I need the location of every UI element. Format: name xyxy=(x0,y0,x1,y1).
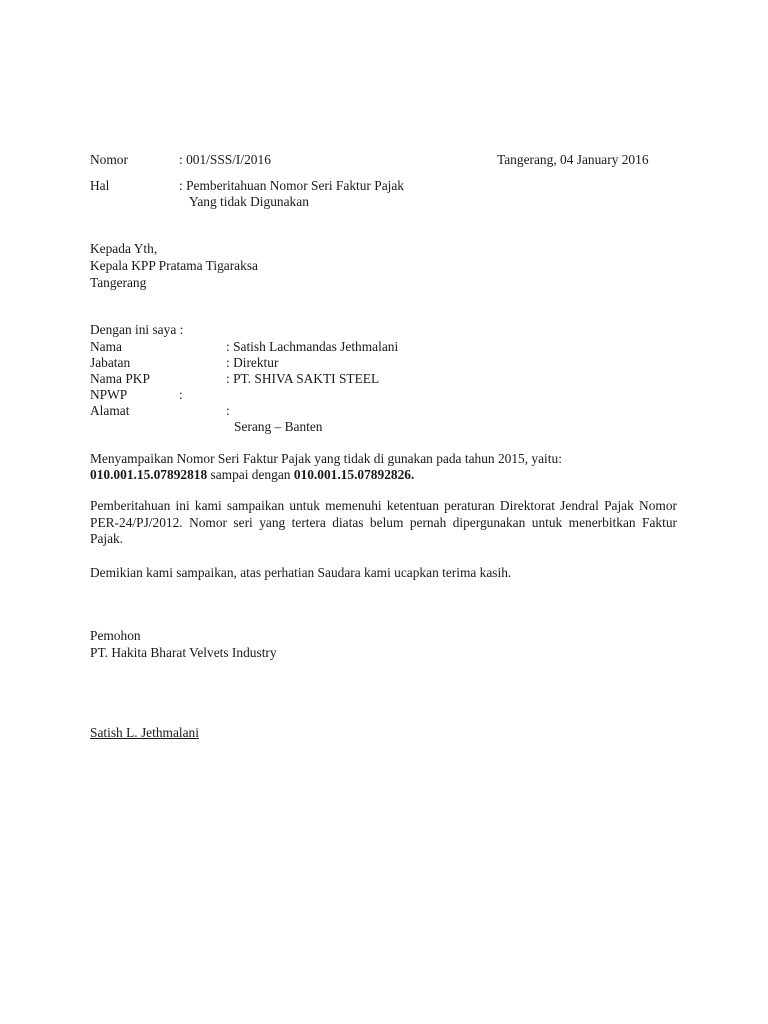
nomor-value: : 001/SSS/I/2016 xyxy=(179,152,271,167)
recipient-line2: Kepala KPP Pratama Tigaraksa xyxy=(90,258,258,273)
nomor-label: Nomor xyxy=(90,152,128,167)
identity-value-alamat: : xyxy=(226,403,230,418)
serial-range xyxy=(90,467,414,483)
body-paragraph-2: Pemberitahuan ini kami sampaikan untuk memenuhi ketentuan peraturan Direktorat Jendral Pajak Nomor PER-24/PJ/2012. Nomor seri yang tertera diatas belum pernah dipergunakan untuk menerbitkan Faktur Pajak. xyxy=(90,498,677,546)
identity-intro: Dengan ini saya : xyxy=(90,322,184,337)
hal-label: Hal xyxy=(90,178,110,193)
identity-label-alamat: Alamat xyxy=(90,403,130,418)
identity-label-nama: Nama xyxy=(90,339,122,354)
identity-label-nama-pkp: Nama PKP xyxy=(90,371,150,386)
closing-company: PT. Hakita Bharat Velvets Industry xyxy=(90,645,277,660)
body-paragraph-3: Demikian kami sampaikan, atas perhatian Saudara kami ucapkan terima kasih. xyxy=(90,565,512,580)
identity-label-npwp: NPWP xyxy=(90,387,128,402)
serial-connector: sampai dengan xyxy=(207,467,294,482)
identity-value-npwp: : xyxy=(179,387,183,402)
body-paragraph-1: Menyampaikan Nomor Seri Faktur Pajak yang tidak di gunakan pada tahun 2015, yaitu: xyxy=(90,451,562,466)
hal-value-line1: : Pemberitahuan Nomor Seri Faktur Pajak xyxy=(179,178,404,193)
recipient-line3: Tangerang xyxy=(90,275,147,290)
recipient-line1: Kepada Yth, xyxy=(90,241,158,256)
closing-pemohon: Pemohon xyxy=(90,628,141,643)
identity-value-nama: : Satish Lachmandas Jethmalani xyxy=(226,339,399,354)
identity-label-jabatan: Jabatan xyxy=(90,355,131,370)
letter-date: Tangerang, 04 January 2016 xyxy=(497,152,649,167)
identity-value-jabatan: : Direktur xyxy=(226,355,279,370)
serial-from: 010.001.15.07892818 xyxy=(90,467,208,482)
identity-value-nama-pkp: : PT. SHIVA SAKTI STEEL xyxy=(226,371,380,386)
address-line: Serang – Banten xyxy=(234,419,323,434)
serial-to: 010.001.15.07892826. xyxy=(293,467,415,482)
signatory-name: Satish L. Jethmalani xyxy=(90,725,199,740)
hal-value-line2: Yang tidak Digunakan xyxy=(189,194,309,209)
